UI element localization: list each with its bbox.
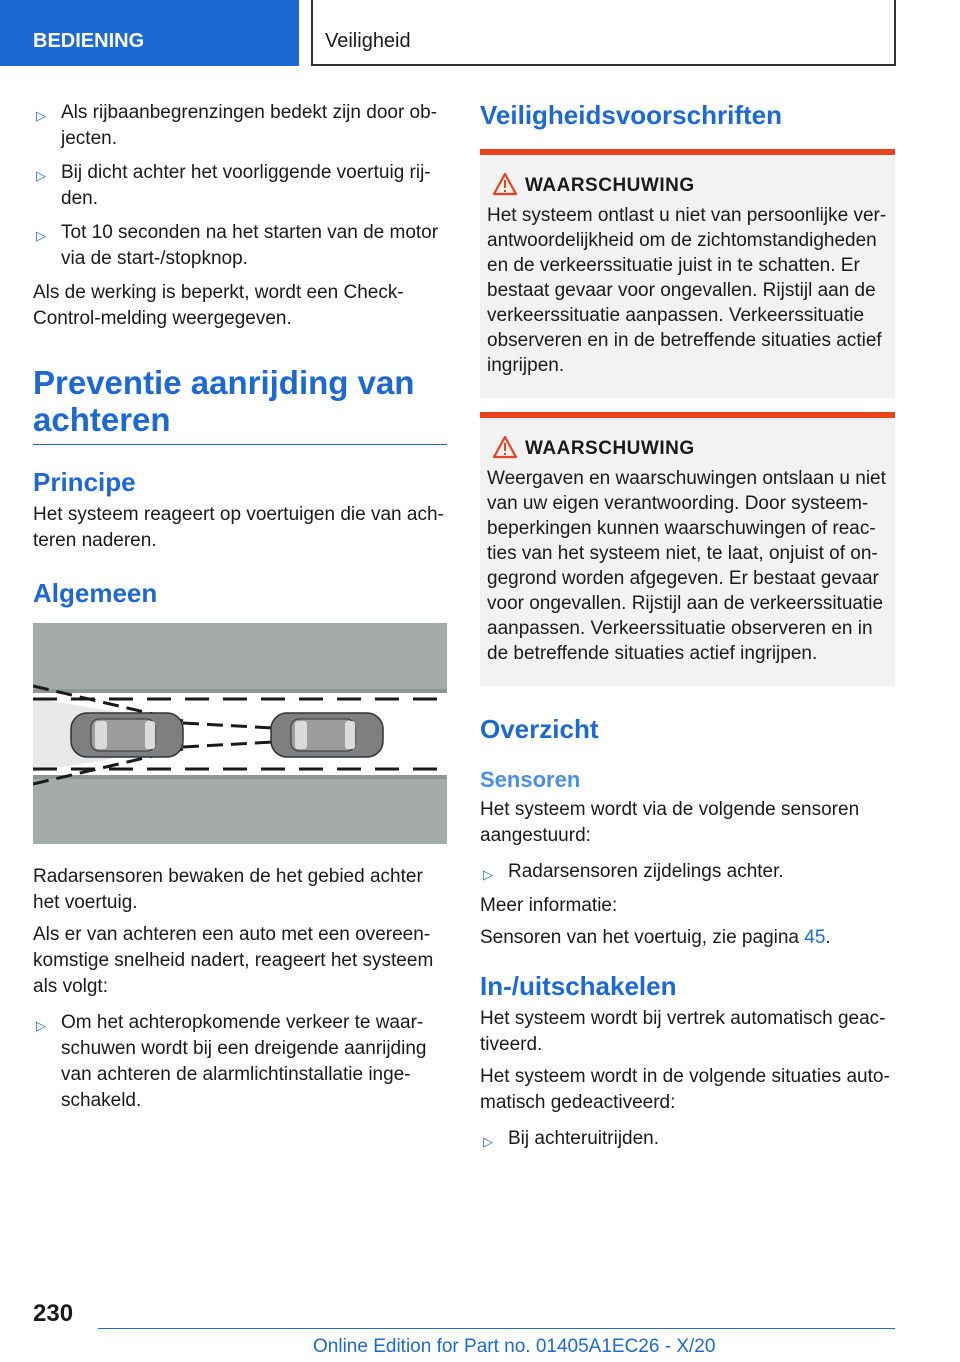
warning-box	[480, 149, 895, 398]
chapter-title: Preventie aanrijding van achteren	[33, 364, 447, 445]
paragraph-approach: Als er van achteren een auto met een overeen-komstige snelheid nadert, reageert het systeem als volgt:	[33, 924, 434, 997]
road-edge-top	[33, 689, 447, 693]
heading-sensoren: Sensoren	[480, 767, 581, 792]
triangle-right-icon: ▷	[36, 1018, 46, 1033]
list-item: ▷ Bij achteruitrijden.	[480, 1126, 895, 1152]
warning-triangle-icon	[492, 172, 518, 196]
warning-text: Het systeem ontlast u niet van persoonlijke ver-antwoordelijkheid om de zichtomstandigheden en de verkeerssituatie juist in te schatten. Er bestaat gevaar voor ongevallen. Rijstijl aan de verkeerssituatie aanpassen. Verkeerssituatie observeren en in de betreffende situaties actief ingrijpen.	[487, 205, 887, 376]
list-item: ▷ Bij dicht achter het voorliggende voertuig rij-den.	[36, 162, 431, 209]
heading-veiligheidsvoorschriften: Veiligheidsvoorschriften	[480, 100, 782, 130]
list-item: ▷ Om het achteropkomende verkeer te waar-schuwen wordt bij een dreigende aanrijding van achteren de alarmlichtinstallatie inge-schakeld.	[36, 1012, 427, 1111]
section-tab: BEDIENING	[0, 0, 299, 66]
right-column	[480, 100, 895, 1160]
paragraph-reference: Sensoren van het voertuig, zie pagina 45.	[480, 927, 831, 948]
heading-overzicht: Overzicht	[480, 714, 599, 744]
bullet-list-bottom	[33, 1010, 447, 1114]
road-edge-bottom	[33, 775, 447, 779]
paragraph-principe: Het systeem reageert op voertuigen die van ach-teren naderen.	[33, 504, 444, 551]
paragraph-meer-info: Meer informatie:	[480, 895, 618, 916]
paragraph-radar: Radarsensoren bewaken de het gebied achter het voertuig.	[33, 866, 423, 913]
paragraph-activation: Het systeem wordt bij vertrek automatisch geac-tiveerd.	[480, 1008, 886, 1055]
bullet-list-top	[33, 100, 447, 272]
footer-edition: Online Edition for Part no. 01405A1EC26 - X/20	[313, 1336, 716, 1357]
warning-title: WAARSCHUWING	[487, 438, 888, 460]
page-link[interactable]: 45	[804, 927, 826, 948]
left-column	[33, 100, 447, 1122]
list-item: ▷ Radarsensoren zijdelings achter.	[480, 859, 895, 885]
heading-principe: Principe	[33, 467, 136, 497]
illustration-rear-approach	[33, 623, 447, 844]
heading-algemeen: Algemeen	[33, 578, 158, 608]
paragraph-sensoren: Het systeem wordt via de volgende sensoren aangestuurd:	[480, 799, 860, 846]
list-item: ▷ Tot 10 seconden na het starten van de motor via de start-/stopknop.	[36, 222, 439, 269]
warning-text: Weergaven en waarschuwingen ontslaan u niet van uw eigen verantwoording. Door systeem-beperkingen kunnen waarschuwingen of reac-ties van het systeem niet, te laat, onjuist of on-gegrond worden afgegeven. Er bestaat gevaar voor ongevallen. Rijstijl aan de verkeerssituatie aanpassen. Verkeerssituatie observeren en in de betreffende situaties actief ingrijpen.	[487, 468, 886, 664]
front-car	[271, 713, 383, 757]
triangle-right-icon: ▷	[36, 168, 46, 183]
heading-in-uitschakelen: In-/uitschakelen	[480, 971, 677, 1001]
paragraph-deactivation: Het systeem wordt in de volgende situaties auto-matisch gedeactiveerd:	[480, 1066, 890, 1113]
warning-box	[480, 412, 895, 686]
bullet-list-sensoren	[480, 859, 895, 885]
triangle-right-icon: ▷	[36, 228, 46, 243]
paragraph-limited: Als de werking is beperkt, wordt een Check-Control-melding weergegeven.	[33, 282, 404, 329]
bullet-list-deactivation	[480, 1126, 895, 1152]
triangle-right-icon: ▷	[483, 1134, 493, 1149]
triangle-right-icon: ▷	[36, 108, 46, 123]
road-illustration	[33, 623, 447, 844]
triangle-right-icon: ▷	[483, 867, 493, 882]
rear-car	[71, 713, 183, 757]
warning-title: WAARSCHUWING	[487, 175, 888, 197]
footer-divider	[98, 1328, 895, 1329]
list-item: ▷ Als rijbaanbegrenzingen bedekt zijn door ob-jecten.	[36, 102, 438, 149]
chapter-tab: Veiligheid	[311, 0, 896, 66]
page-number: 230	[33, 1300, 74, 1327]
warning-triangle-icon	[492, 435, 518, 459]
page-header	[0, 0, 960, 66]
